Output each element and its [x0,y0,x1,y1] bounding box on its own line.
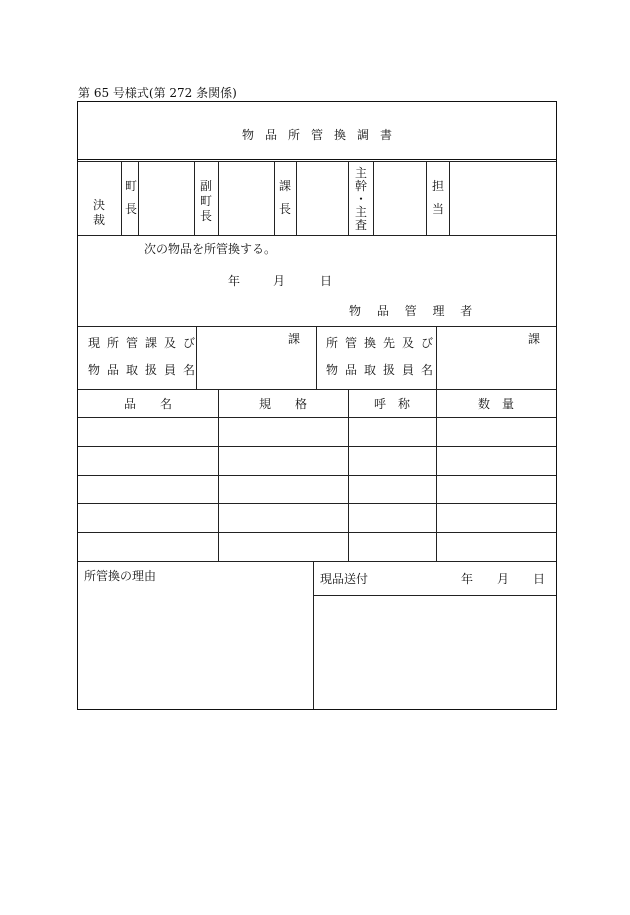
kacho-label: 課 長 [278,179,291,216]
approval-divider [373,161,374,235]
approval-divider [138,161,139,235]
table-row [78,417,556,418]
date-month: 月 [273,274,286,288]
dept-bottom [78,389,556,390]
reason-label: 所管換の理由 [84,569,157,583]
kessai-label: 決 裁 [92,198,105,227]
current-dept-suffix: 課 [288,332,301,346]
delivery-divider [313,595,556,596]
delivery-day: 日 [533,572,546,586]
delivery-month: 月 [497,572,510,586]
approval-divider [218,161,219,235]
table-row [78,475,556,476]
form-title: 物品所管換調書 [241,128,403,142]
current-dept-label: 現所管課及び [88,336,203,350]
approval-divider [121,161,122,235]
approval-divider [426,161,427,235]
chocho-label: 町 長 [124,179,137,216]
statement-bottom [78,326,556,327]
header-unit: 呼 称 [373,397,410,411]
approval-divider [296,161,297,235]
shukan-label: 主 幹 ・ 主 査 [354,166,367,232]
dest-dept-suffix: 課 [528,332,541,346]
delivery-label: 現品送付 [320,572,369,586]
header-spec: 規 格 [258,397,307,411]
form-number: 第 65 号様式(第 272 条関係) [78,86,237,100]
header-name: 品 名 [123,397,172,411]
table-row [78,532,556,533]
header-qty: 数 量 [477,397,514,411]
transfer-form [77,101,557,710]
date-day: 日 [320,274,333,288]
table-bottom [78,561,556,562]
statement-text: 次の物品を所管換する。 [144,242,277,256]
delivery-year: 年 [461,572,474,586]
dept-divider [316,326,317,389]
table-row [78,503,556,504]
title-divider [78,159,556,160]
approval-divider [449,161,450,235]
current-handler-label: 物品取扱員名 [88,363,203,377]
tanto-label: 担 当 [431,179,444,216]
dest-dept-label: 所管換先及び [326,336,441,350]
bottom-divider [313,561,314,709]
table-row [78,446,556,447]
title-divider-inner [78,161,556,162]
approval-divider [194,161,195,235]
dest-handler-label: 物品取扱員名 [326,363,441,377]
approval-bottom [78,235,556,236]
manager-label: 物 品 管 理 者 [349,304,479,318]
approval-divider [348,161,349,235]
date-year: 年 [228,274,241,288]
fukuchocho-label: 副 町 長 [199,179,212,223]
approval-divider [274,161,275,235]
